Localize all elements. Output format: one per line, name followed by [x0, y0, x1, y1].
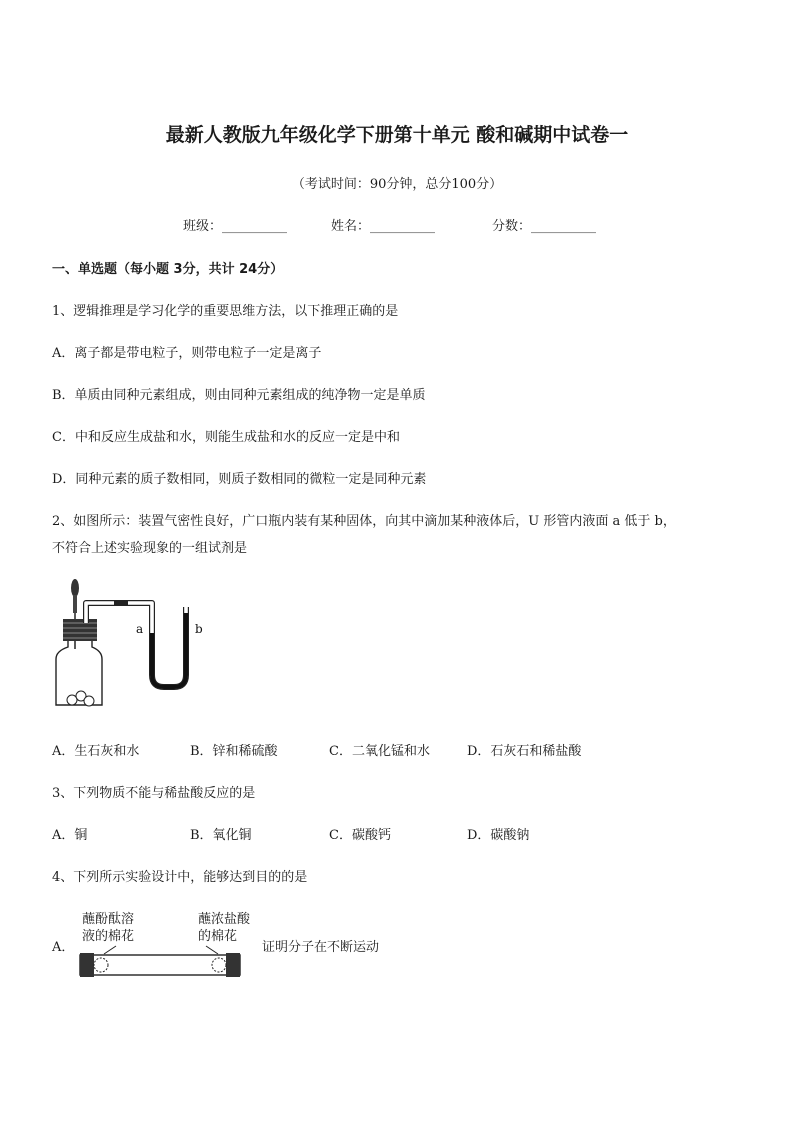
question-2-option-d: D．石灰石和稀盐酸 — [467, 744, 582, 759]
u-tube-liquid — [152, 613, 186, 687]
figure-right-label: 蘸浓盐酸 的棉花 — [198, 912, 251, 944]
question-4-option-a-text: 证明分子在不断运动 — [262, 940, 380, 955]
exam-subtitle: （考试时间：90分钟，总分100分） — [291, 177, 503, 192]
question-2-option-c: C．二氧化锰和水 — [329, 744, 430, 759]
label-b: b — [195, 622, 203, 636]
glass-tube-figure — [76, 942, 246, 982]
name-field: 姓名：__________ — [331, 219, 436, 234]
label-a: a — [136, 622, 144, 636]
question-3-option-c: C．碳酸钙 — [329, 828, 391, 843]
figure-left-label: 蘸酚酞溶 液的棉花 — [82, 912, 135, 944]
question-1-stem: 1、逻辑推理是学习化学的重要思维方法，以下推理正确的是 — [52, 304, 399, 319]
question-1-option-a: A．离子都是带电粒子，则带电粒子一定是离子 — [52, 346, 322, 361]
right-stopper — [226, 953, 240, 977]
apparatus-figure — [50, 575, 220, 715]
question-2-option-a: A．生石灰和水 — [52, 744, 140, 759]
question-4-option-a-label: A． — [52, 940, 75, 955]
question-2-option-b: B．锌和稀硫酸 — [190, 744, 278, 759]
left-stopper — [80, 953, 94, 977]
question-1-option-b: B．单质由同种元素组成，则由同种元素组成的纯净物一定是单质 — [52, 388, 426, 403]
question-3-option-d: D．碳酸钠 — [467, 828, 530, 843]
question-4-stem: 4、下列所示实验设计中，能够达到目的的是 — [52, 870, 308, 885]
rubber-connector — [114, 600, 128, 606]
question-2-stem-line2: 不符合上述实验现象的一组试剂是 — [52, 541, 248, 556]
question-3-option-b: B．氧化铜 — [190, 828, 252, 843]
connecting-tube — [86, 603, 186, 687]
question-1-option-d: D．同种元素的质子数相同，则质子数相同的微粒一定是同种元素 — [52, 472, 427, 487]
question-1-option-c: C．中和反应生成盐和水，则能生成盐和水的反应一定是中和 — [52, 430, 400, 445]
left-cotton — [94, 958, 108, 972]
solid-pieces — [67, 691, 94, 706]
question-2-stem-line1: 2、如图所示：装置气密性良好，广口瓶内装有某种固体，向其中滴加某种液体后，U 形管内液面 a 低于 b， — [52, 514, 676, 529]
exam-title: 最新人教版九年级化学下册第十单元 酸和碱期中试卷一 — [165, 124, 629, 146]
score-field: 分数：__________ — [492, 219, 597, 234]
question-3-stem: 3、下列物质不能与稀盐酸反应的是 — [52, 786, 256, 801]
section-heading: 一、单选题（每小题 3分，共计 24分） — [52, 262, 284, 277]
class-field: 班级：__________ — [183, 219, 288, 234]
right-cotton — [212, 958, 226, 972]
question-3-option-a: A．铜 — [52, 828, 88, 843]
